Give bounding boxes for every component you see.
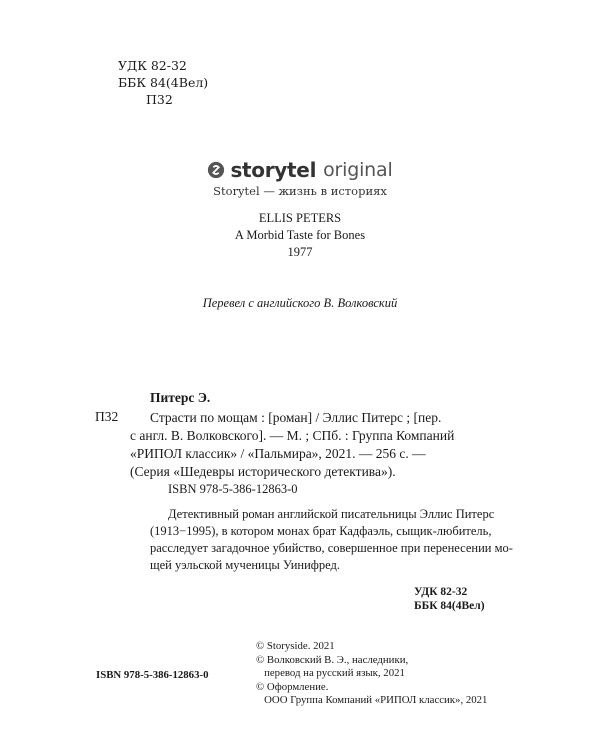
bbk-code-bottom: ББК 84(4Вел) bbox=[414, 600, 485, 612]
copyright-block bbox=[256, 640, 487, 708]
annotation-line: щей уэльской мученицы Уинифред. bbox=[150, 558, 340, 572]
catalog-author-heading: Питерс Э. bbox=[150, 390, 211, 405]
copyright-line: ООО Группа Компаний «РИПОЛ классик», 2021 bbox=[256, 694, 488, 706]
original-title: A Morbid Taste for Bones bbox=[234, 228, 366, 242]
copyright-line: © Волковский В. Э., наследники, bbox=[256, 653, 409, 666]
storytel-logo-icon bbox=[207, 161, 225, 179]
original-year: 1977 bbox=[287, 245, 313, 259]
classification-block-bottom bbox=[414, 585, 485, 613]
author-code: П32 bbox=[146, 92, 173, 107]
catalog-isbn: ISBN 978-5-386-12863-0 bbox=[168, 482, 298, 496]
udk-code-bottom: УДК 82-32 bbox=[414, 586, 468, 598]
udk-code: УДК 82-32 bbox=[118, 58, 187, 73]
publisher-logo bbox=[0, 158, 600, 183]
catalog-line: (Серия «Шедевры исторического детектива»). bbox=[130, 464, 396, 479]
catalog-line: с англ. В. Волковского]. — М. ; СПб. : Группа Компаний bbox=[130, 428, 455, 443]
annotation-line: Детективный роман английской писательницы Эллис Питерс bbox=[168, 507, 495, 521]
original-edition-info bbox=[0, 210, 600, 261]
copyright-line: перевод на русский язык, 2021 bbox=[256, 667, 405, 679]
annotation-line: (1913−1995), в котором монах брат Кадфаэль, сыщик-любитель, bbox=[150, 524, 492, 538]
catalog-code: П32 bbox=[95, 409, 119, 424]
translator-note: Перевел с английского В. Волковский bbox=[202, 296, 398, 310]
catalog-line: Страсти по мощам : [роман] / Эллис Питерс ; [пер. bbox=[150, 410, 442, 425]
isbn-bottom: ISBN 978-5-386-12863-0 bbox=[96, 669, 209, 681]
catalog-line: «РИПОЛ классик» / «Пальмира», 2021. — 256 с. — bbox=[130, 446, 426, 461]
annotation-line: расследует загадочное убийство, совершенное при перенесении мо- bbox=[150, 541, 513, 555]
catalog-description bbox=[130, 409, 490, 481]
brand-name-bold: storytel bbox=[230, 158, 317, 182]
copyright-line: © Оформление. bbox=[256, 680, 329, 693]
publisher-tagline: Storytel — жизнь в историях bbox=[213, 184, 387, 198]
original-author: ELLIS PETERS bbox=[258, 211, 342, 225]
annotation bbox=[150, 506, 513, 574]
copyright-line: © Storyside. 2021 bbox=[256, 640, 335, 652]
brand-name-light: original bbox=[323, 159, 393, 181]
bbk-code: ББК 84(4Вел) bbox=[118, 75, 209, 90]
